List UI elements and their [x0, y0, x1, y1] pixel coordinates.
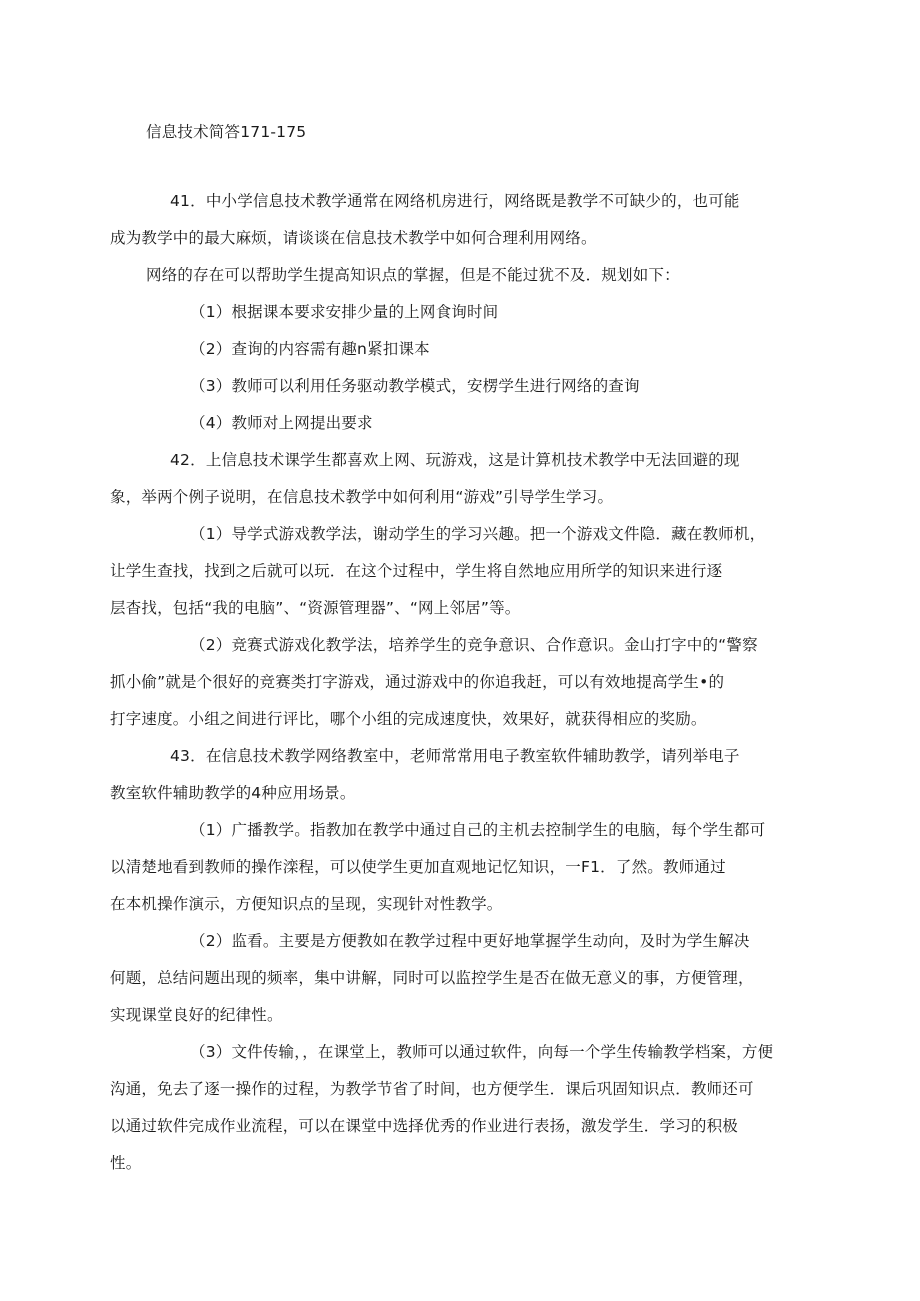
question-43-line-2: 教室软件辅助教学的4种应用场景。: [110, 784, 356, 802]
answer-42-p2-line-3: 打字速度。小组之间进行评比，哪个小组的完成速度快，效果好，就获得相应的奖励。: [110, 710, 707, 728]
answer-43-p2-line-2: 何题，总结问题出现的频率，集中讲解，同时可以监控学生是否在做无意义的事，方便管理，: [110, 969, 754, 987]
answer-43-p1-line-1: （1）广播教学。指教加在教学中通过自己的主机去控制学生的电脑，每个学生都可: [190, 821, 766, 839]
question-43-line-1: 43．在信息技术教学网络教室中，老师常常用电子教室软件辅助教学，请列举电子: [170, 747, 740, 765]
answer-42-p1-line-1: （1）导学式游戏教学法，谢动学生的学习兴趣。把一个游戏文件隐．藏在教师机，: [190, 525, 766, 543]
answer-42-p2-line-2: 抓小偷”就是个很好的竞赛类打字游戏，通过游戏中的你追我赶，可以有效地提高学生•的: [110, 673, 725, 691]
answer-42-p2-line-1: （2）竞赛式游戏化教学法，培养学生的竞争意识、合作意识。金山打字中的“警察: [190, 636, 758, 654]
answer-43-p2-line-3: 实现课堂良好的纪律性。: [110, 1006, 283, 1024]
answer-43-p3-line-4: 性。: [110, 1154, 142, 1172]
question-42-line-1: 42．上信息技术课学生都喜欢上网、玩游戏，这是计算机技术教学中无法回避的现: [170, 451, 740, 469]
answer-41-item-4: （4）教师对上网提出要求: [190, 414, 373, 432]
question-41-line-1: 41．中小学信息技术教学通常在网络机房进行，网络既是教学不可缺少的，也可能: [170, 192, 740, 210]
answer-43-p1-line-3: 在本机操作演示，方便知识点的呈现，实现针对性教学。: [110, 895, 503, 913]
answer-41-item-3: （3）教师可以利用任务驱动教学模式，安楞学生进行网络的查询: [190, 377, 640, 395]
answer-43-p3-line-1: （3）文件传输，，在课堂上，教师可以通过软件，向每一个学生传输教学档案，方便: [190, 1043, 774, 1061]
answer-43-p2-line-1: （2）监看。主要是方便教如在教学过程中更好地掌握学生动向，及时为学生解决: [190, 932, 750, 950]
answer-41-item-1: （1）根据课本要求安排少量的上网食询时间: [190, 303, 499, 321]
answer-42-p1-line-2: 让学生查找，找到之后就可以玩．在这个过程中，学生将自然地应用所学的知识来进行逐: [110, 562, 723, 580]
answer-42-p1-line-3: 层杳找，包括“我的电脑”、“资源管理器”、“网上邻居”等。: [110, 599, 521, 617]
answer-43-p1-line-2: 以清楚地看到教师的操作滦程，可以使学生更加直观地记忆知识，一F1．了然。教师通过: [110, 858, 726, 876]
answer-41-intro: 网络的存在可以帮助学生提高知识点的掌握，但是不能过犹不及．规划如下：: [146, 266, 680, 284]
question-42-line-2: 象，举两个例子说明，在信息技术教学中如何利用“游戏”引导学生学习。: [110, 488, 614, 506]
answer-41-item-2: （2）查询的内容需有趣n紧扣课本: [190, 340, 430, 358]
answer-43-p3-line-3: 以通过软件完成作业流程，可以在课堂中选择优秀的作业进行表扬，激发学生．学习的积极: [110, 1117, 739, 1135]
answer-43-p3-line-2: 沟通，免去了逐一操作的过程，为教学节省了时间，也方便学生．课后巩固知识点．教师还可: [110, 1080, 754, 1098]
question-41-line-2: 成为教学中的最大麻烦，请谈谈在信息技术教学中如何合理利用网络。: [110, 229, 597, 247]
document-title: 信息技术简答171-175: [146, 123, 307, 141]
